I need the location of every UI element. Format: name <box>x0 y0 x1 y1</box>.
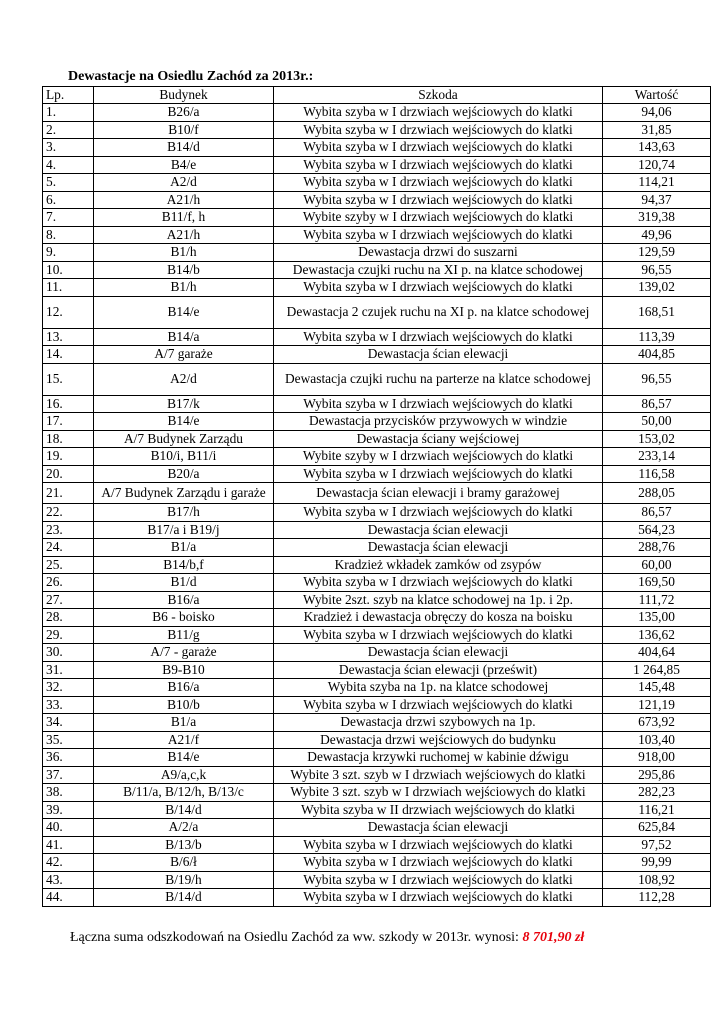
table-row <box>43 521 711 539</box>
cell-szkoda: Wybita szyba w I drzwiach wejściowych do klatki <box>274 574 603 592</box>
cell-budynek: A9/a,c,k <box>94 766 274 784</box>
cell-szkoda: Wybita szyba w I drzwiach wejściowych do klatki <box>274 279 603 297</box>
cell-szkoda: Kradzież wkładek zamków od zsypów <box>274 556 603 574</box>
cell-szkoda: Wybita szyba w I drzwiach wejściowych do klatki <box>274 121 603 139</box>
cell-lp: 1. <box>43 104 94 122</box>
cell-lp: 27. <box>43 591 94 609</box>
document-title: Dewastacje na Osiedlu Zachód za 2013r.: <box>68 69 314 84</box>
cell-wartosc: 111,72 <box>603 591 711 609</box>
cell-wartosc: 282,23 <box>603 784 711 802</box>
cell-wartosc: 120,74 <box>603 156 711 174</box>
cell-wartosc: 94,37 <box>603 191 711 209</box>
table-row <box>43 801 711 819</box>
cell-lp: 41. <box>43 836 94 854</box>
cell-lp: 36. <box>43 749 94 767</box>
cell-budynek: B11/g <box>94 626 274 644</box>
cell-budynek: B11/f, h <box>94 209 274 227</box>
cell-szkoda: Dewastacja 2 czujek ruchu na XI p. na klatce schodowej <box>274 296 603 328</box>
cell-lp: 28. <box>43 609 94 627</box>
cell-lp: 8. <box>43 226 94 244</box>
cell-lp: 30. <box>43 644 94 662</box>
cell-wartosc: 116,21 <box>603 801 711 819</box>
table-row <box>43 174 711 192</box>
cell-szkoda: Wybita szyba w I drzwiach wejściowych do klatki <box>274 328 603 346</box>
cell-wartosc: 169,50 <box>603 574 711 592</box>
table-row <box>43 539 711 557</box>
table-row <box>43 465 711 483</box>
cell-lp: 4. <box>43 156 94 174</box>
cell-wartosc: 564,23 <box>603 521 711 539</box>
cell-budynek: B10/i, B11/i <box>94 448 274 466</box>
summary-text: Łączna suma odszkodowań na Osiedlu Zachód za ww. szkody w 2013r. wynosi: <box>70 930 523 945</box>
summary-line <box>70 930 584 946</box>
cell-lp: 22. <box>43 504 94 522</box>
table-row <box>43 626 711 644</box>
cell-lp: 15. <box>43 363 94 395</box>
cell-budynek: B17/k <box>94 395 274 413</box>
cell-budynek: A/2/a <box>94 819 274 837</box>
table-row <box>43 644 711 662</box>
table-row <box>43 696 711 714</box>
table-row <box>43 483 711 504</box>
cell-budynek: B/14/d <box>94 889 274 907</box>
cell-wartosc: 116,58 <box>603 465 711 483</box>
cell-budynek: B/13/b <box>94 836 274 854</box>
cell-wartosc: 319,38 <box>603 209 711 227</box>
cell-szkoda: Dewastacja ścian elewacji <box>274 644 603 662</box>
cell-budynek: B16/a <box>94 591 274 609</box>
cell-budynek: B26/a <box>94 104 274 122</box>
cell-szkoda: Wybita szyba w I drzwiach wejściowych do klatki <box>274 504 603 522</box>
cell-lp: 42. <box>43 854 94 872</box>
table-row <box>43 226 711 244</box>
header-budynek: Budynek <box>94 87 274 104</box>
cell-lp: 5. <box>43 174 94 192</box>
cell-wartosc: 86,57 <box>603 395 711 413</box>
table-row <box>43 296 711 328</box>
cell-budynek: A21/h <box>94 226 274 244</box>
cell-budynek: B17/a i B19/j <box>94 521 274 539</box>
cell-lp: 35. <box>43 731 94 749</box>
cell-wartosc: 60,00 <box>603 556 711 574</box>
cell-lp: 23. <box>43 521 94 539</box>
cell-szkoda: Dewastacja ścian elewacji <box>274 346 603 364</box>
table-row <box>43 104 711 122</box>
cell-szkoda: Dewastacja ściany wejściowej <box>274 430 603 448</box>
cell-budynek: A/7 - garaże <box>94 644 274 662</box>
cell-szkoda: Dewastacja drzwi szybowych na 1p. <box>274 714 603 732</box>
damages-table <box>42 86 711 907</box>
cell-szkoda: Wybita szyba w I drzwiach wejściowych do klatki <box>274 854 603 872</box>
cell-wartosc: 295,86 <box>603 766 711 784</box>
cell-szkoda: Wybite szyby w I drzwiach wejściowych do klatki <box>274 209 603 227</box>
table-row <box>43 279 711 297</box>
cell-lp: 40. <box>43 819 94 837</box>
table-row <box>43 766 711 784</box>
cell-budynek: B6 - boisko <box>94 609 274 627</box>
cell-lp: 2. <box>43 121 94 139</box>
cell-lp: 21. <box>43 483 94 504</box>
cell-szkoda: Wybita szyba w II drzwiach wejściowych do klatki <box>274 801 603 819</box>
cell-wartosc: 50,00 <box>603 413 711 431</box>
cell-szkoda: Wybita szyba w I drzwiach wejściowych do klatki <box>274 139 603 157</box>
cell-budynek: A/7 Budynek Zarządu <box>94 430 274 448</box>
cell-szkoda: Dewastacja przycisków przywowych w windzie <box>274 413 603 431</box>
cell-lp: 31. <box>43 661 94 679</box>
cell-budynek: A/7 garaże <box>94 346 274 364</box>
cell-szkoda: Wybita szyba w I drzwiach wejściowych do klatki <box>274 696 603 714</box>
table-row <box>43 121 711 139</box>
cell-lp: 19. <box>43 448 94 466</box>
cell-szkoda: Kradzież i dewastacja obręczy do kosza na boisku <box>274 609 603 627</box>
cell-szkoda: Dewastacja ścian elewacji (prześwit) <box>274 661 603 679</box>
table-row <box>43 591 711 609</box>
cell-lp: 38. <box>43 784 94 802</box>
cell-budynek: B14/b,f <box>94 556 274 574</box>
cell-budynek: B1/h <box>94 244 274 262</box>
table-row <box>43 209 711 227</box>
cell-budynek: B1/d <box>94 574 274 592</box>
cell-szkoda: Wybita szyba w I drzwiach wejściowych do klatki <box>274 465 603 483</box>
summary-total: 8 701,90 zł <box>522 930 585 945</box>
cell-lp: 24. <box>43 539 94 557</box>
header-szkoda: Szkoda <box>274 87 603 104</box>
cell-szkoda: Dewastacja krzywki ruchomej w kabinie dźwigu <box>274 749 603 767</box>
table-header-row <box>43 87 711 104</box>
cell-wartosc: 404,85 <box>603 346 711 364</box>
cell-szkoda: Dewastacja ścian elewacji i bramy garażowej <box>274 483 603 504</box>
cell-wartosc: 114,21 <box>603 174 711 192</box>
cell-szkoda: Wybita szyba w I drzwiach wejściowych do klatki <box>274 889 603 907</box>
cell-budynek: B9-B10 <box>94 661 274 679</box>
table-row <box>43 504 711 522</box>
cell-wartosc: 139,02 <box>603 279 711 297</box>
cell-lp: 10. <box>43 261 94 279</box>
cell-lp: 34. <box>43 714 94 732</box>
cell-szkoda: Wybite szyby w I drzwiach wejściowych do klatki <box>274 448 603 466</box>
table-row <box>43 784 711 802</box>
cell-wartosc: 113,39 <box>603 328 711 346</box>
cell-wartosc: 168,51 <box>603 296 711 328</box>
header-wartosc: Wartość <box>603 87 711 104</box>
table-row <box>43 448 711 466</box>
cell-wartosc: 112,28 <box>603 889 711 907</box>
table-row <box>43 261 711 279</box>
cell-wartosc: 288,05 <box>603 483 711 504</box>
cell-szkoda: Dewastacja ścian elewacji <box>274 539 603 557</box>
cell-budynek: B/14/d <box>94 801 274 819</box>
cell-lp: 17. <box>43 413 94 431</box>
table-row <box>43 889 711 907</box>
cell-budynek: B1/h <box>94 279 274 297</box>
cell-wartosc: 129,59 <box>603 244 711 262</box>
cell-lp: 26. <box>43 574 94 592</box>
cell-szkoda: Wybita szyba w I drzwiach wejściowych do klatki <box>274 871 603 889</box>
table-row <box>43 731 711 749</box>
cell-budynek: B/6/ł <box>94 854 274 872</box>
cell-wartosc: 153,02 <box>603 430 711 448</box>
cell-lp: 13. <box>43 328 94 346</box>
cell-budynek: B14/e <box>94 749 274 767</box>
cell-szkoda: Wybita szyba w I drzwiach wejściowych do klatki <box>274 191 603 209</box>
cell-wartosc: 135,00 <box>603 609 711 627</box>
table-row <box>43 430 711 448</box>
cell-budynek: B1/a <box>94 714 274 732</box>
cell-lp: 25. <box>43 556 94 574</box>
table-row <box>43 363 711 395</box>
cell-wartosc: 673,92 <box>603 714 711 732</box>
cell-lp: 12. <box>43 296 94 328</box>
cell-szkoda: Wybita szyba w I drzwiach wejściowych do klatki <box>274 174 603 192</box>
cell-wartosc: 143,63 <box>603 139 711 157</box>
cell-budynek: B10/b <box>94 696 274 714</box>
cell-wartosc: 86,57 <box>603 504 711 522</box>
cell-lp: 39. <box>43 801 94 819</box>
cell-lp: 9. <box>43 244 94 262</box>
cell-szkoda: Wybita szyba w I drzwiach wejściowych do klatki <box>274 156 603 174</box>
cell-budynek: A/7 Budynek Zarządu i garaże <box>94 483 274 504</box>
cell-budynek: B/19/h <box>94 871 274 889</box>
header-lp: Lp. <box>43 87 94 104</box>
cell-lp: 29. <box>43 626 94 644</box>
table-row <box>43 244 711 262</box>
cell-szkoda: Wybita szyba w I drzwiach wejściowych do klatki <box>274 836 603 854</box>
table-row <box>43 679 711 697</box>
cell-szkoda: Dewastacja drzwi do suszarni <box>274 244 603 262</box>
cell-wartosc: 288,76 <box>603 539 711 557</box>
cell-szkoda: Dewastacja ścian elewacji <box>274 521 603 539</box>
cell-wartosc: 96,55 <box>603 261 711 279</box>
table-row <box>43 819 711 837</box>
table-row <box>43 574 711 592</box>
cell-budynek: A2/d <box>94 363 274 395</box>
cell-wartosc: 96,55 <box>603 363 711 395</box>
cell-szkoda: Dewastacja ścian elewacji <box>274 819 603 837</box>
cell-lp: 11. <box>43 279 94 297</box>
cell-lp: 32. <box>43 679 94 697</box>
cell-szkoda: Wybite 3 szt. szyb w I drzwiach wejściowych do klatki <box>274 766 603 784</box>
table-row <box>43 328 711 346</box>
cell-szkoda: Wybita szyba w I drzwiach wejściowych do klatki <box>274 626 603 644</box>
cell-budynek: B16/a <box>94 679 274 697</box>
cell-wartosc: 108,92 <box>603 871 711 889</box>
cell-budynek: B4/e <box>94 156 274 174</box>
cell-szkoda: Wybita szyba na 1p. na klatce schodowej <box>274 679 603 697</box>
cell-szkoda: Wybite 3 szt. szyb w I drzwiach wejściowych do klatki <box>274 784 603 802</box>
cell-budynek: A2/d <box>94 174 274 192</box>
cell-lp: 18. <box>43 430 94 448</box>
cell-lp: 7. <box>43 209 94 227</box>
cell-lp: 20. <box>43 465 94 483</box>
table-row <box>43 661 711 679</box>
cell-wartosc: 918,00 <box>603 749 711 767</box>
cell-szkoda: Dewastacja czujki ruchu na XI p. na klatce schodowej <box>274 261 603 279</box>
cell-wartosc: 49,96 <box>603 226 711 244</box>
cell-wartosc: 31,85 <box>603 121 711 139</box>
table-row <box>43 191 711 209</box>
cell-budynek: B14/b <box>94 261 274 279</box>
cell-wartosc: 97,52 <box>603 836 711 854</box>
cell-szkoda: Wybite 2szt. szyb na klatce schodowej na 1p. i 2p. <box>274 591 603 609</box>
table-body <box>43 104 711 907</box>
cell-budynek: B1/a <box>94 539 274 557</box>
cell-wartosc: 1 264,85 <box>603 661 711 679</box>
cell-szkoda: Wybita szyba w I drzwiach wejściowych do klatki <box>274 226 603 244</box>
cell-wartosc: 94,06 <box>603 104 711 122</box>
cell-budynek: B17/h <box>94 504 274 522</box>
cell-budynek: B14/d <box>94 139 274 157</box>
cell-lp: 37. <box>43 766 94 784</box>
cell-lp: 44. <box>43 889 94 907</box>
cell-wartosc: 404,64 <box>603 644 711 662</box>
cell-lp: 16. <box>43 395 94 413</box>
cell-lp: 43. <box>43 871 94 889</box>
cell-budynek: B20/a <box>94 465 274 483</box>
table-row <box>43 871 711 889</box>
table-row <box>43 714 711 732</box>
table-row <box>43 156 711 174</box>
cell-budynek: B/11/a, B/12/h, B/13/c <box>94 784 274 802</box>
table-row <box>43 749 711 767</box>
cell-wartosc: 233,14 <box>603 448 711 466</box>
cell-wartosc: 99,99 <box>603 854 711 872</box>
cell-szkoda: Wybita szyba w I drzwiach wejściowych do klatki <box>274 104 603 122</box>
cell-budynek: B10/f <box>94 121 274 139</box>
cell-budynek: B14/e <box>94 296 274 328</box>
table-row <box>43 346 711 364</box>
table-row <box>43 556 711 574</box>
cell-lp: 14. <box>43 346 94 364</box>
cell-szkoda: Wybita szyba w I drzwiach wejściowych do klatki <box>274 395 603 413</box>
table-row <box>43 609 711 627</box>
cell-szkoda: Dewastacja czujki ruchu na parterze na klatce schodowej <box>274 363 603 395</box>
cell-lp: 6. <box>43 191 94 209</box>
cell-lp: 3. <box>43 139 94 157</box>
table-row <box>43 395 711 413</box>
table-row <box>43 836 711 854</box>
cell-wartosc: 121,19 <box>603 696 711 714</box>
cell-budynek: A21/f <box>94 731 274 749</box>
cell-budynek: A21/h <box>94 191 274 209</box>
table-row <box>43 139 711 157</box>
cell-lp: 33. <box>43 696 94 714</box>
cell-budynek: B14/a <box>94 328 274 346</box>
table-row <box>43 854 711 872</box>
cell-wartosc: 625,84 <box>603 819 711 837</box>
cell-wartosc: 145,48 <box>603 679 711 697</box>
cell-wartosc: 136,62 <box>603 626 711 644</box>
cell-budynek: B14/e <box>94 413 274 431</box>
cell-szkoda: Dewastacja drzwi wejściowych do budynku <box>274 731 603 749</box>
cell-wartosc: 103,40 <box>603 731 711 749</box>
table-row <box>43 413 711 431</box>
